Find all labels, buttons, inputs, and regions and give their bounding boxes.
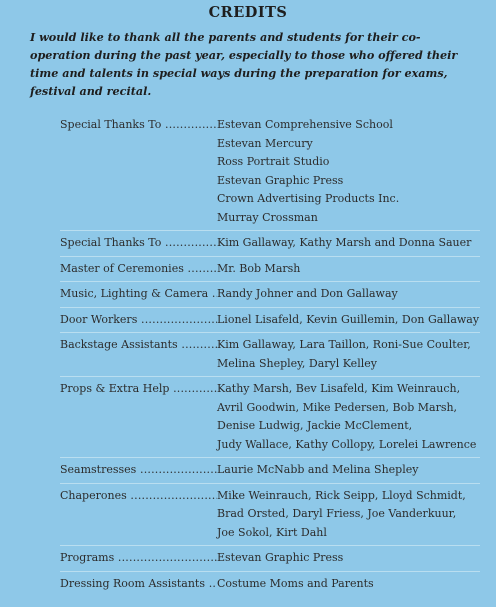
- credit-name: Randy Johner and Don Gallaway: [217, 287, 398, 300]
- credit-name: Kathy Marsh, Bev Lisafeld, Kim Weinrauch,: [217, 382, 461, 395]
- credit-label: Chaperones .....: [60, 487, 217, 543]
- page-title: CREDITS: [208, 4, 288, 21]
- credit-name: Avril Goodwin, Mike Pedersen, Bob Marsh,: [217, 400, 458, 414]
- divider: [60, 281, 480, 282]
- credit-row: [60, 380, 490, 454]
- credit-row: [60, 234, 490, 253]
- credit-name: Brad Orsted, Daryl Friess, Joe Vanderkuur,: [217, 507, 457, 520]
- credit-name: Murray Crossman: [217, 210, 318, 224]
- divider: [60, 545, 480, 546]
- credit-name: Crown Advertising Products Inc.: [217, 192, 400, 205]
- credit-names: [217, 380, 490, 454]
- credit-row: [60, 461, 490, 480]
- credit-name: Estevan Comprehensive School: [217, 118, 393, 131]
- credit-row: [60, 336, 490, 373]
- credit-name: Costume Moms and Parents: [217, 576, 374, 590]
- divider: [60, 457, 480, 458]
- credit-name: Ross Portrait Studio: [217, 155, 330, 168]
- divider: [60, 571, 480, 572]
- credit-name: Kim Gallaway, Kathy Marsh and Donna Sauer: [217, 236, 472, 249]
- credit-label: Dressing Room Assistants .....: [60, 575, 217, 594]
- credit-row: [60, 260, 490, 279]
- credit-names: [217, 549, 490, 568]
- credit-names: [217, 487, 490, 543]
- intro-paragraph: I would like to thank all the parents and students for their co-operation during the past year, especially to those who offered their time and talents in special ways during the preparation for exams, festival and recital.: [30, 30, 458, 98]
- credit-row: [60, 116, 490, 227]
- credit-names: [217, 234, 490, 253]
- credit-name: Denise Ludwig, Jackie McClement,: [217, 419, 413, 432]
- credit-label: Props & Extra Help .....: [60, 380, 217, 454]
- credit-label: Special Thanks To .....: [60, 234, 217, 253]
- credit-label: Music, Lighting & Camera .....: [60, 285, 217, 304]
- credit-name: Kim Gallaway, Lara Taillon, Roni-Sue Coulter,: [217, 338, 471, 351]
- credits-list: [60, 116, 490, 596]
- credit-name: Melina Shepley, Daryl Kelley: [217, 356, 377, 370]
- credit-label: Backstage Assistants .....: [60, 336, 217, 373]
- credit-name: Lionel Lisafeld, Kevin Guillemin, Don Gallaway: [217, 312, 480, 326]
- credit-name: Laurie McNabb and Melina Shepley: [217, 463, 419, 476]
- credit-row: [60, 311, 490, 330]
- credit-name: Estevan Graphic Press: [217, 173, 344, 187]
- credit-names: [217, 311, 490, 330]
- credit-names: [217, 285, 490, 304]
- credit-names: [217, 461, 490, 480]
- credit-name: Estevan Graphic Press: [217, 551, 344, 564]
- credit-name: Mr. Bob Marsh: [217, 261, 301, 275]
- credit-name: Mike Weinrauch, Rick Seipp, Lloyd Schmidt,: [217, 488, 466, 502]
- credit-name: Joe Sokol, Kirt Dahl: [217, 525, 327, 539]
- credit-names: [217, 260, 490, 279]
- divider: [60, 307, 480, 308]
- credit-row: [60, 487, 490, 543]
- credit-names: [217, 575, 490, 594]
- credit-row: [60, 549, 490, 568]
- credit-names: [217, 116, 490, 227]
- credit-name: Estevan Mercury: [217, 136, 313, 150]
- credit-label: Programs .....: [60, 549, 217, 568]
- credit-row: [60, 285, 490, 304]
- credit-row: [60, 575, 490, 594]
- credit-label: Seamstresses .....: [60, 461, 217, 480]
- credit-label: Special Thanks To .....: [60, 116, 217, 227]
- divider: [60, 230, 480, 231]
- divider: [60, 376, 480, 377]
- divider: [60, 256, 480, 257]
- credit-label: Master of Ceremonies .....: [60, 260, 217, 279]
- credit-names: [217, 336, 490, 373]
- divider: [60, 483, 480, 484]
- credit-label: Door Workers .....: [60, 311, 217, 330]
- divider: [60, 332, 480, 333]
- credit-name: Judy Wallace, Kathy Collopy, Lorelei Lawrence: [217, 437, 477, 451]
